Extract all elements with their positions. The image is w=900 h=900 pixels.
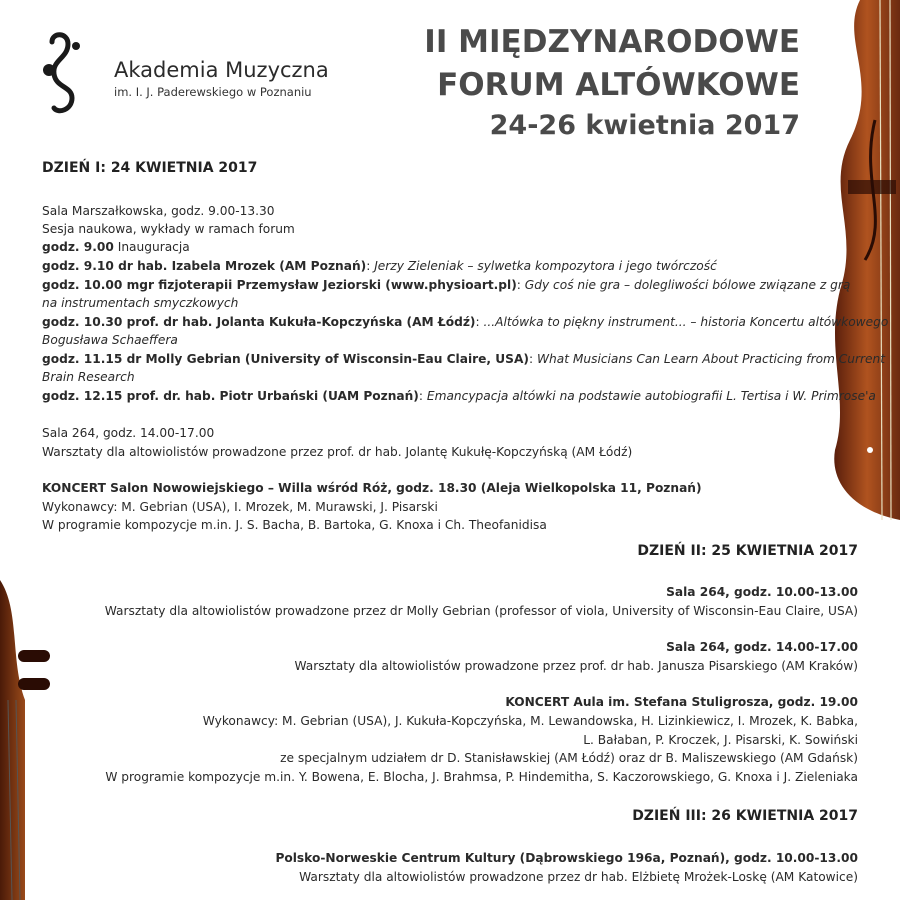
- day2-concert-program: W programie kompozycje m.in. Y. Bowena, E. Blocha, J. Brahmsa, P. Hindemitha, S. Kaczorowskiego, G. Knoxa i J. Zieleniaka: [105, 770, 858, 784]
- day3-session1-place: Polsko-Norweskie Centrum Kultury (Dąbrowskiego 196a, Poznań), godz. 10.00-13.00: [275, 851, 858, 865]
- academy-name: Akademia Muzyczna: [114, 58, 329, 82]
- day2-session1-desc: Warsztaty dla altowiolistów prowadzone przez dr Molly Gebrian (professor of viola, University of Wisconsin-Eau Claire, USA): [104, 604, 858, 618]
- day2-concert-line1: Wykonawcy: M. Gebrian (USA), J. Kukuła-Kopczyńska, M. Lewandowska, H. Lizinkiewicz, I. Mrozek, K. Babka,: [202, 714, 858, 728]
- day1-concert-performers: Wykonawcy: M. Gebrian (USA), I. Mrozek, M. Murawski, J. Pisarski: [42, 500, 438, 514]
- day1-session1-place: Sala Marszałkowska, godz. 9.00-13.30: [42, 204, 275, 218]
- day2-session1-place: Sala 264, godz. 10.00-13.00: [666, 585, 858, 599]
- day1-session2-place: Sala 264, godz. 14.00-17.00: [42, 426, 215, 440]
- day1-item: godz. 11.15 dr Molly Gebrian (University of Wisconsin-Eau Claire, USA): What Musicians Can Learn About Practicing from Current: [42, 352, 886, 366]
- day1-item: godz. 9.00 Inauguracja: [42, 240, 190, 254]
- day1-concert-program: W programie kompozycje m.in. J. S. Bacha, B. Bartoka, G. Knoxa i Ch. Theofanidisa: [42, 518, 547, 532]
- day3-heading: DZIEŃ III: 26 KWIETNIA 2017: [632, 808, 858, 824]
- day3-session1-desc: Warsztaty dla altowiolistów prowadzone przez dr hab. Elżbietę Mrożek-Loskę (AM Katowice): [299, 870, 858, 884]
- day2-session2-desc: Warsztaty dla altowiolistów prowadzone przez prof. dr hab. Janusza Pisarskiego (AM Kraków): [294, 659, 858, 673]
- day1-item: Bogusława Schaeffera: [42, 333, 178, 347]
- academy-subtitle: im. I. J. Paderewskiego w Poznaniu: [114, 85, 312, 99]
- day1-session1-desc: Sesja naukowa, wykłady w ramach forum: [42, 222, 295, 236]
- day1-item: godz. 10.00 mgr fizjoterapii Przemysław Jeziorski (www.physioart.pl): Gdy coś nie gra – dolegliwości bólowe związane z grą: [42, 278, 851, 292]
- day1-concert-title: KONCERT Salon Nowowiejskiego – Willa wśród Róż, godz. 18.30 (Aleja Wielkopolska 11, Poznań): [42, 481, 702, 495]
- day1-session2-desc: Warsztaty dla altowiolistów prowadzone przez prof. dr hab. Jolantę Kukułę-Kopczyńską (AM Łódź): [42, 445, 633, 459]
- academy-logo-icon: [38, 28, 86, 116]
- day2-session2-place: Sala 264, godz. 14.00-17.00: [666, 640, 858, 654]
- day2-concert-line2: L. Bałaban, P. Kroczek, J. Pisarski, K. Sowiński: [583, 733, 858, 747]
- forum-title-line2: FORUM ALTÓWKOWE: [437, 67, 800, 103]
- day1-item: godz. 10.30 prof. dr hab. Jolanta Kukuła-Kopczyńska (AM Łódź): ...Altówka to piękny instrument... – historia Koncertu altówkowego: [42, 315, 889, 329]
- day1-heading: DZIEŃ I: 24 KWIETNIA 2017: [42, 160, 258, 176]
- violin-body-right-icon: [820, 0, 900, 520]
- violin-scroll-left-icon: [0, 580, 60, 900]
- day2-concert-line3: ze specjalnym udziałem dr D. Stanisławskiej (AM Łódź) oraz dr B. Maliszewskiego (AM Gdańsk): [280, 751, 858, 765]
- forum-dates: 24-26 kwietnia 2017: [489, 110, 800, 141]
- day1-item: na instrumentach smyczkowych: [42, 296, 239, 310]
- day1-item: godz. 9.10 dr hab. Izabela Mrozek (AM Poznań): Jerzy Zieleniak – sylwetka kompozytora i jego twórczość: [42, 259, 717, 273]
- forum-title-line1: II MIĘDZYNARODOWE: [424, 24, 800, 60]
- day1-item: godz. 12.15 prof. dr. hab. Piotr Urbański (UAM Poznań): Emancypacja altówki na podstawie autobiografii L. Tertisa i W. Primrose'a: [42, 389, 876, 403]
- day1-item: Brain Research: [42, 370, 135, 384]
- day2-heading: DZIEŃ II: 25 KWIETNIA 2017: [637, 543, 858, 559]
- day2-concert-title: KONCERT Aula im. Stefana Stuligrosza, godz. 19.00: [505, 695, 858, 709]
